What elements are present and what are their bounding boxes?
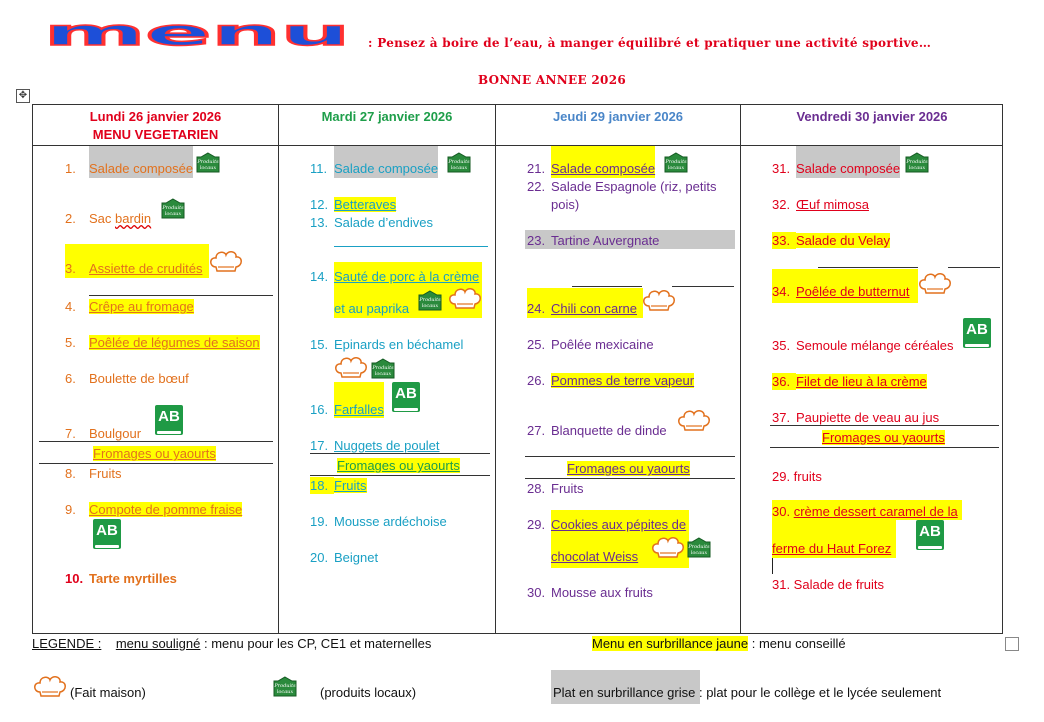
cheese-option: Fromages ou yaourts xyxy=(93,446,216,461)
legend-checkbox[interactable] xyxy=(1005,637,1019,651)
local-product-icon xyxy=(270,676,300,698)
menu-item: 5. Poêlée de légumes de saison xyxy=(65,335,260,350)
separator-line xyxy=(525,478,735,479)
table-move-handle-icon[interactable]: ✥ xyxy=(16,89,30,103)
separator-line xyxy=(310,453,490,454)
separator-line xyxy=(310,475,490,476)
menu-item: 22. Salade Espagnole (riz, petits xyxy=(527,179,717,194)
legend-label: LEGENDE : xyxy=(32,636,102,651)
separator-line xyxy=(818,267,918,268)
separator-line xyxy=(948,267,1000,268)
local-product-icon xyxy=(902,152,932,174)
menu-item: 12. Betteraves xyxy=(310,197,397,212)
menu-item: 30. crème dessert caramel de la xyxy=(772,504,958,519)
menu-item: 9. Compote de pomme fraise xyxy=(65,502,243,517)
day-title: Lundi 26 janvier 2026 xyxy=(89,109,222,124)
chef-hat-icon xyxy=(650,535,686,559)
menu-item: 31. Salade de fruits xyxy=(772,577,885,592)
separator-line xyxy=(770,447,999,448)
legend-grey-label: Plat en surbrillance grise xyxy=(553,685,696,700)
chef-hat-icon xyxy=(333,355,369,379)
menu-item: 17. Nuggets de poulet xyxy=(310,438,440,453)
separator-line xyxy=(334,246,488,247)
chef-hat-icon xyxy=(447,286,483,310)
menu-item: 21. Salade composée xyxy=(527,161,656,176)
organic-ab-icon: AB xyxy=(155,405,183,435)
local-product-icon xyxy=(158,198,188,220)
legend-underlined-desc: : menu pour les CP, CE1 et maternelles xyxy=(200,636,432,651)
column-divider xyxy=(278,104,279,634)
menu-item: 31. Salade composée xyxy=(772,161,901,176)
menu-item: 28. Fruits xyxy=(527,481,584,496)
cheese-option: Fromages ou yaourts xyxy=(337,458,460,473)
separator-line xyxy=(572,286,642,287)
day-header-monday xyxy=(33,108,278,144)
cheese-option: Fromages ou yaourts xyxy=(567,461,690,476)
menu-logo xyxy=(42,18,354,48)
organic-ab-icon: AB xyxy=(93,519,121,549)
menu-item-continued: chocolat Weiss xyxy=(551,549,639,564)
menu-item: 2. Sac bardin xyxy=(65,211,152,226)
legend-local: (produits locaux) xyxy=(320,685,417,700)
menu-item: 4. Crêpe au fromage xyxy=(65,299,194,314)
menu-item-continued: et au paprika xyxy=(334,301,410,316)
menu-item: 1. Salade composée xyxy=(65,161,194,176)
local-product-icon xyxy=(415,290,445,312)
menu-item: 26. Pommes de terre vapeur xyxy=(527,373,695,388)
legend-yellow-desc: : menu conseillé xyxy=(748,636,846,651)
organic-ab-icon: AB xyxy=(392,382,420,412)
separator-line xyxy=(39,463,273,464)
menu-item: 20. Beignet xyxy=(310,550,379,565)
local-product-icon xyxy=(368,358,398,380)
new-year-greeting: BONNE ANNEE 2026 xyxy=(478,73,626,87)
legend-grey xyxy=(553,685,941,700)
menu-item: 36. Filet de lieu à la crème xyxy=(772,374,927,389)
chef-hat-icon xyxy=(676,408,712,432)
day-subtitle: MENU VEGETARIEN xyxy=(92,127,219,142)
menu-item: 25. Poêlée mexicaine xyxy=(527,337,654,352)
text-cursor xyxy=(772,558,773,574)
local-product-icon xyxy=(661,152,691,174)
local-product-icon xyxy=(193,152,223,174)
health-tagline: : Pensez à boire de l’eau, à manger équilibré et pratiquer une activité sportive… xyxy=(368,36,932,50)
menu-item: 27. Blanquette de dinde xyxy=(527,423,667,438)
menu-item: 3. Assiette de crudités xyxy=(65,261,203,276)
separator-line xyxy=(525,456,735,457)
menu-item: 30. Mousse aux fruits xyxy=(527,585,653,600)
separator-line xyxy=(672,286,734,287)
menu-item: 33. Salade du Velay xyxy=(772,233,890,248)
menu-item: 7. Boulgour xyxy=(65,426,142,441)
chef-hat-icon xyxy=(641,288,677,312)
day-header-friday: Vendredi 30 janvier 2026 xyxy=(796,109,948,124)
menu-item: 13. Salade d’endives xyxy=(310,215,434,230)
menu-item: 14. Sauté de porc à la crème xyxy=(310,269,480,284)
column-divider xyxy=(740,104,741,634)
menu-item: 11. Salade composée xyxy=(310,161,439,176)
menu-item: 18. Fruits xyxy=(310,478,367,493)
cheese-option: Fromages ou yaourts xyxy=(822,430,945,445)
menu-item: 8. Fruits xyxy=(65,466,122,481)
menu-item: 35. Semoule mélange céréales xyxy=(772,338,954,353)
legend-row xyxy=(32,636,431,651)
local-product-icon xyxy=(684,537,714,559)
menu-item: 19. Mousse ardéchoise xyxy=(310,514,447,529)
menu-item: 29. Cookies aux pépites de xyxy=(527,517,687,532)
menu-item: 37. Paupiette de veau au jus xyxy=(772,410,940,425)
menu-item: 24. Chili con carne xyxy=(527,301,637,316)
menu-item: 23. Tartine Auvergnate xyxy=(527,233,660,248)
menu-item: 6. Boulette de bœuf xyxy=(65,371,189,386)
chef-hat-icon xyxy=(917,271,953,295)
menu-item-continued: ferme du Haut Forez xyxy=(772,541,892,556)
organic-ab-icon: AB xyxy=(916,520,944,550)
legend-grey-desc: : plat pour le collège et le lycée seulement xyxy=(695,685,942,700)
chef-hat-icon xyxy=(32,674,68,698)
column-divider xyxy=(495,104,496,634)
legend-yellow-label: Menu en surbrillance jaune xyxy=(592,636,749,651)
menu-item: 32. Œuf mimosa xyxy=(772,197,869,212)
day-header-tuesday: Mardi 27 janvier 2026 xyxy=(321,109,453,124)
menu-item: 15. Epinards en béchamel xyxy=(310,337,464,352)
menu-item: 10. Tarte myrtilles xyxy=(65,571,177,586)
menu-item: 16. Farfalles xyxy=(310,402,384,417)
separator-line xyxy=(39,441,273,442)
legend-underlined: menu souligné xyxy=(115,636,201,651)
legend-yellow xyxy=(592,636,846,651)
chef-hat-icon xyxy=(208,249,244,273)
menu-item-continued: pois) xyxy=(551,197,580,212)
separator-line xyxy=(770,425,999,426)
organic-ab-icon: AB xyxy=(963,318,991,348)
menu-item: 34. Poêlée de butternut xyxy=(772,284,910,299)
local-product-icon xyxy=(444,152,474,174)
separator-line xyxy=(89,295,273,296)
svg-text:menu: menu xyxy=(44,18,350,48)
legend-homemade: (Fait maison) xyxy=(70,685,146,700)
day-header-thursday: Jeudi 29 janvier 2026 xyxy=(552,109,684,124)
menu-item: 29. fruits xyxy=(772,469,822,484)
